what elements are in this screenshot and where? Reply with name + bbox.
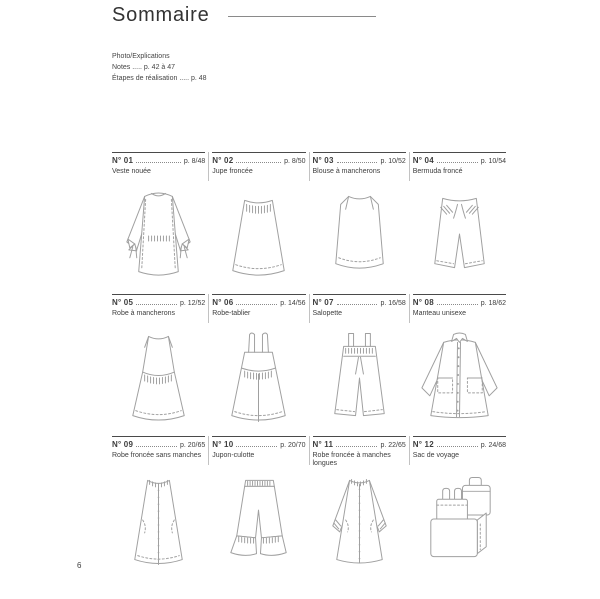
- item-number: N° 01: [112, 156, 134, 165]
- culotte-slip-sketch-icon: [212, 468, 305, 572]
- toc-item-header: [112, 294, 205, 307]
- toc-item-05: [112, 294, 205, 436]
- toc-item-header: [212, 436, 305, 449]
- item-page-ref: p. 10/52: [380, 158, 406, 165]
- dotted-leader: [437, 162, 478, 163]
- item-illustration: [413, 326, 506, 430]
- item-name: Manteau unisexe: [412, 310, 467, 317]
- cap-sleeve-blouse-sketch-icon: [313, 184, 406, 288]
- item-number: N° 09: [112, 440, 134, 449]
- toc-item-08: [413, 294, 506, 436]
- long-sleeve-gathered-dress-sketch-icon: [313, 468, 406, 572]
- item-number: N° 11: [312, 440, 334, 449]
- item-number: N° 03: [312, 156, 334, 165]
- toc-grid: [112, 152, 506, 578]
- item-illustration: [413, 184, 506, 288]
- intro-line-etapes: Étapes de réalisation ..... p. 48: [112, 75, 207, 82]
- item-name: Robe à mancherons: [112, 310, 176, 317]
- item-page-ref: p. 16/58: [380, 300, 406, 307]
- dotted-leader: [236, 162, 281, 163]
- dotted-leader: [136, 162, 181, 163]
- overalls-sketch-icon: [313, 326, 406, 430]
- item-number: N° 04: [412, 156, 434, 165]
- item-page-ref: p. 18/62: [480, 300, 506, 307]
- dotted-leader: [337, 162, 378, 163]
- item-name: Salopette: [312, 310, 343, 317]
- page-title: Sommaire: [112, 4, 210, 26]
- item-number: N° 05: [112, 298, 134, 307]
- item-page-ref: p. 14/56: [280, 300, 306, 307]
- toc-item-09: [112, 436, 205, 578]
- item-illustration: [313, 184, 406, 288]
- gathered-skirt-sketch-icon: [212, 184, 305, 288]
- item-name: Jupon-culotte: [212, 452, 255, 459]
- toc-item-header: [313, 294, 406, 307]
- item-number: N° 06: [212, 298, 234, 307]
- toc-item-04: [413, 152, 506, 294]
- item-name: Bermuda froncé: [412, 168, 463, 175]
- item-illustration: [112, 326, 205, 430]
- toc-item-07: [313, 294, 406, 436]
- item-number: N° 12: [412, 440, 434, 449]
- dotted-leader: [437, 304, 478, 305]
- dotted-leader: [136, 304, 177, 305]
- toc-item-header: [112, 436, 205, 449]
- item-illustration: [313, 468, 406, 572]
- tied-jacket-sketch-icon: [112, 184, 205, 288]
- toc-item-header: [313, 436, 406, 449]
- toc-item-header: [212, 152, 305, 165]
- item-name: Blouse à mancherons: [312, 168, 381, 175]
- gathered-bermuda-sketch-icon: [413, 184, 506, 288]
- toc-item-11: [313, 436, 406, 578]
- item-name: Sac de voyage: [412, 452, 460, 459]
- item-name: Veste nouée: [112, 168, 151, 175]
- item-name: Robe-tablier: [212, 310, 251, 317]
- item-number: N° 10: [212, 440, 234, 449]
- item-page-ref: p. 12/52: [179, 300, 206, 307]
- intro-block: [112, 51, 207, 84]
- toc-item-header: [413, 294, 506, 307]
- item-page-ref: p. 24/68: [480, 442, 506, 449]
- item-illustration: [112, 468, 205, 572]
- page-number: 6: [77, 561, 82, 570]
- dotted-leader: [136, 446, 177, 447]
- item-page-ref: p. 20/70: [280, 442, 306, 449]
- toc-item-header: [413, 436, 506, 449]
- item-illustration: [212, 468, 305, 572]
- item-name: Robe froncée sans manches: [112, 452, 202, 459]
- item-name: Jupe froncée: [212, 168, 253, 175]
- toc-item-10: [212, 436, 305, 578]
- dotted-leader: [337, 304, 378, 305]
- item-illustration: [212, 184, 305, 288]
- toc-item-01: [112, 152, 205, 294]
- toc-item-header: [212, 294, 305, 307]
- toc-item-header: [112, 152, 205, 165]
- dotted-leader: [336, 446, 377, 447]
- toc-item-02: [212, 152, 305, 294]
- dotted-leader: [236, 446, 277, 447]
- travel-bags-sketch-icon: [413, 468, 506, 572]
- unisex-coat-sketch-icon: [413, 326, 506, 430]
- intro-line-notes: Notes ..... p. 42 à 47: [112, 64, 176, 71]
- dotted-leader: [437, 446, 478, 447]
- intro-line-photo: Photo/Explications: [112, 53, 170, 60]
- title-rule: [228, 16, 376, 17]
- item-page-ref: p. 8/48: [183, 158, 206, 165]
- item-page-ref: p. 22/65: [380, 442, 406, 449]
- sleeveless-gathered-dress-sketch-icon: [112, 468, 205, 572]
- toc-item-12: [413, 436, 506, 578]
- item-name: Robe froncée à manches longues: [312, 452, 391, 467]
- toc-item-header: [313, 152, 406, 165]
- item-illustration: [212, 326, 305, 430]
- cap-sleeve-dress-sketch-icon: [112, 326, 205, 430]
- toc-item-06: [212, 294, 305, 436]
- toc-item-header: [413, 152, 506, 165]
- item-illustration: [313, 326, 406, 430]
- item-number: N° 07: [312, 298, 334, 307]
- item-number: N° 02: [212, 156, 234, 165]
- item-illustration: [413, 468, 506, 572]
- item-illustration: [112, 184, 205, 288]
- dotted-leader: [236, 304, 277, 305]
- item-number: N° 08: [412, 298, 434, 307]
- item-page-ref: p. 10/54: [480, 158, 506, 165]
- pinafore-dress-sketch-icon: [212, 326, 305, 430]
- item-page-ref: p. 20/65: [179, 442, 206, 449]
- item-page-ref: p. 8/50: [284, 158, 306, 165]
- toc-item-03: [313, 152, 406, 294]
